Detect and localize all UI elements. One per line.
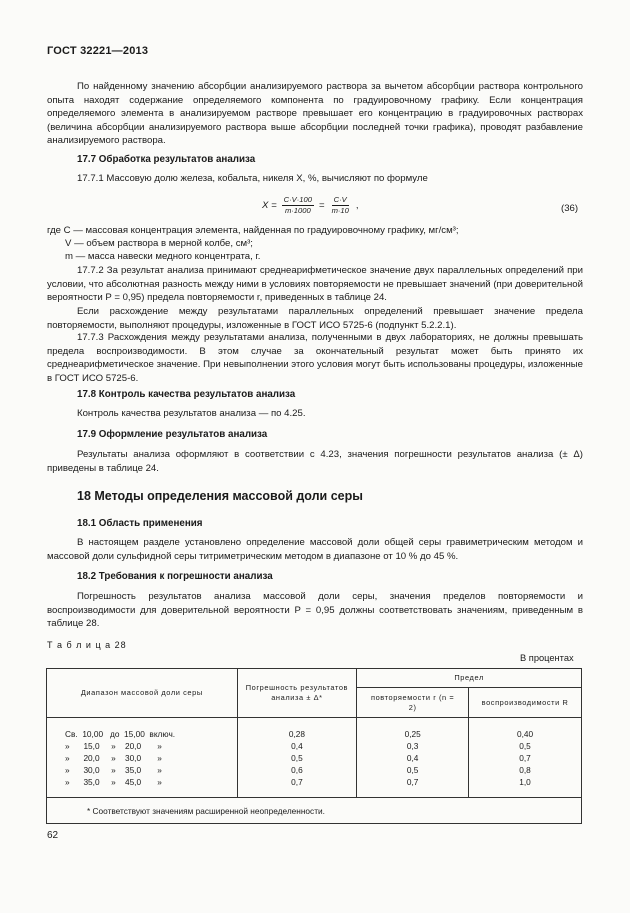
paragraph-18-2: Погрешность результатов анализа массовой доли серы, значения пределов повторяемости и воспроизводимости для доверительной вероятности P = 0,95 должны соответствовать значениям, приведенным в таблице 28. <box>47 591 583 630</box>
equation-number: (36) <box>561 203 579 214</box>
fraction-1-numerator: C·V·100 <box>283 195 312 204</box>
fraction-2-denominator: m·10 <box>331 205 349 215</box>
paragraph-17-7-2: 17.7.2 За результат анализа принимают среднеарифметическое значение двух параллельных определений при условии, что абсолютная разность между ними в условиях повторяемости не превышает значений (при доверительной вероятности P = 0,95) предела повторяемости r, приведенных в таблице 24. <box>47 265 583 304</box>
intro-paragraph: По найденному значению абсорбции анализируемого раствора за вычетом абсорбции раствора контрольного опыта находят содержание определяемого компонента по градуировочному графику. Если концентрация определяемого элемента в анализируемом растворе превышает его концентрацию в градуировочных растворах (величина абсорбции анализируемого раствора выше абсорбции последней точки графика), проводят разбавление анализируемого раствора. <box>47 81 583 147</box>
formula-equals: = <box>318 199 325 211</box>
col-header-reproducibility: воспроизводимости R <box>469 688 582 718</box>
cell-range: » 35,0 » 45,0 » <box>47 776 238 788</box>
section-17-7-heading: 17.7 Обработка результатов анализа <box>77 154 256 165</box>
cell-repeatability: 0,7 <box>357 776 469 788</box>
table-row <box>47 752 582 764</box>
paragraph-17-7-3: 17.7.3 Расхождения между результатами анализа, полученными в двух лабораториях, не должны превышать предела воспроизводимости. В этом случае за окончательный результат может быть принято их среднеарифметическое значение. При невыполнении этого условия могут быть использованы процедуры, изложенные в ГОСТ ИСО 5725-6. <box>47 332 583 384</box>
section-18-2-heading: 18.2 Требования к погрешности анализа <box>77 571 273 582</box>
table-footnote: * Соответствуют значениям расширенной неопределенности. <box>47 798 582 824</box>
formula-fraction-1 <box>282 195 314 215</box>
col-header-limit: Предел <box>357 669 582 688</box>
section-18-1-heading: 18.1 Область применения <box>77 518 203 529</box>
cell-reproducibility: 0,40 <box>469 728 582 740</box>
cell-range: Св. 10,00 до 15,00 включ. <box>47 728 238 740</box>
formula-36 <box>262 195 359 215</box>
formula-lhs: X = <box>262 199 277 211</box>
paragraph-18-1: В настоящем разделе установлено определение массовой доли общей серы гравиметрическим методом и массовой доли сульфидной серы титриметрическим методом в диапазоне от 10 % до 45 %. <box>47 537 583 562</box>
cell-error: 0,28 <box>237 728 357 740</box>
cell-repeatability: 0,25 <box>357 728 469 740</box>
cell-repeatability: 0,3 <box>357 740 469 752</box>
section-17-8-heading: 17.8 Контроль качества результатов анализа <box>77 389 296 400</box>
paragraph-17-7-1: 17.7.1 Массовую долю железа, кобальта, никеля X, %, вычисляют по формуле <box>77 173 428 184</box>
cell-range: » 15,0 » 20,0 » <box>47 740 238 752</box>
formula-tail: , <box>355 199 359 211</box>
cell-error: 0,4 <box>237 740 357 752</box>
legend-v: V — объем раствора в мерной колбе, см³; <box>65 238 253 249</box>
section-18-heading: 18 Методы определения массовой доли серы <box>77 489 363 503</box>
cell-reproducibility: 0,8 <box>469 764 582 776</box>
table-28 <box>46 668 582 824</box>
col-header-range: Диапазон массовой доли серы <box>47 669 238 718</box>
fraction-2-numerator: C·V <box>333 195 347 204</box>
table-row <box>47 728 582 740</box>
cell-error: 0,6 <box>237 764 357 776</box>
page-number: 62 <box>47 830 59 841</box>
table-row <box>47 776 582 788</box>
cell-error: 0,7 <box>237 776 357 788</box>
cell-repeatability: 0,4 <box>357 752 469 764</box>
formula-fraction-2 <box>330 195 351 215</box>
cell-error: 0,5 <box>237 752 357 764</box>
cell-repeatability: 0,5 <box>357 764 469 776</box>
col-header-repeatability: повторяемости r (n = 2) <box>357 688 469 718</box>
paragraph-17-7-2b: Если расхождение между результатами параллельных определений превышает значение предела повторяемости, выполняют процедуры, изложенные в ГОСТ ИСО 5725-6 (подпункт 5.2.2.1). <box>47 306 583 331</box>
cell-reproducibility: 0,7 <box>469 752 582 764</box>
table-units: В процентах <box>520 653 574 663</box>
fraction-1-denominator: m·1000 <box>284 205 311 215</box>
section-17-9-heading: 17.9 Оформление результатов анализа <box>77 429 268 440</box>
table-row <box>47 764 582 776</box>
legend-c: где C — массовая концентрация элемента, найденная по градуировочному графику, мг/см³; <box>47 225 459 236</box>
document-header: ГОСТ 32221—2013 <box>47 45 149 57</box>
col-header-error: Погрешность результатов анализа ± Δ* <box>237 669 357 718</box>
cell-range: » 30,0 » 35,0 » <box>47 764 238 776</box>
paragraph-17-9: Результаты анализа оформляют в соответствии с 4.23, значения погрешности результатов анализа (± Δ) приведены в таблице 24. <box>47 449 583 474</box>
legend-m: m — масса навески медного концентрата, г. <box>65 251 261 262</box>
cell-range: » 20,0 » 30,0 » <box>47 752 238 764</box>
paragraph-17-8: Контроль качества результатов анализа — по 4.25. <box>77 408 306 419</box>
table-row <box>47 740 582 752</box>
cell-reproducibility: 0,5 <box>469 740 582 752</box>
table-caption: Т а б л и ц а 28 <box>47 640 127 650</box>
cell-reproducibility: 1,0 <box>469 776 582 788</box>
